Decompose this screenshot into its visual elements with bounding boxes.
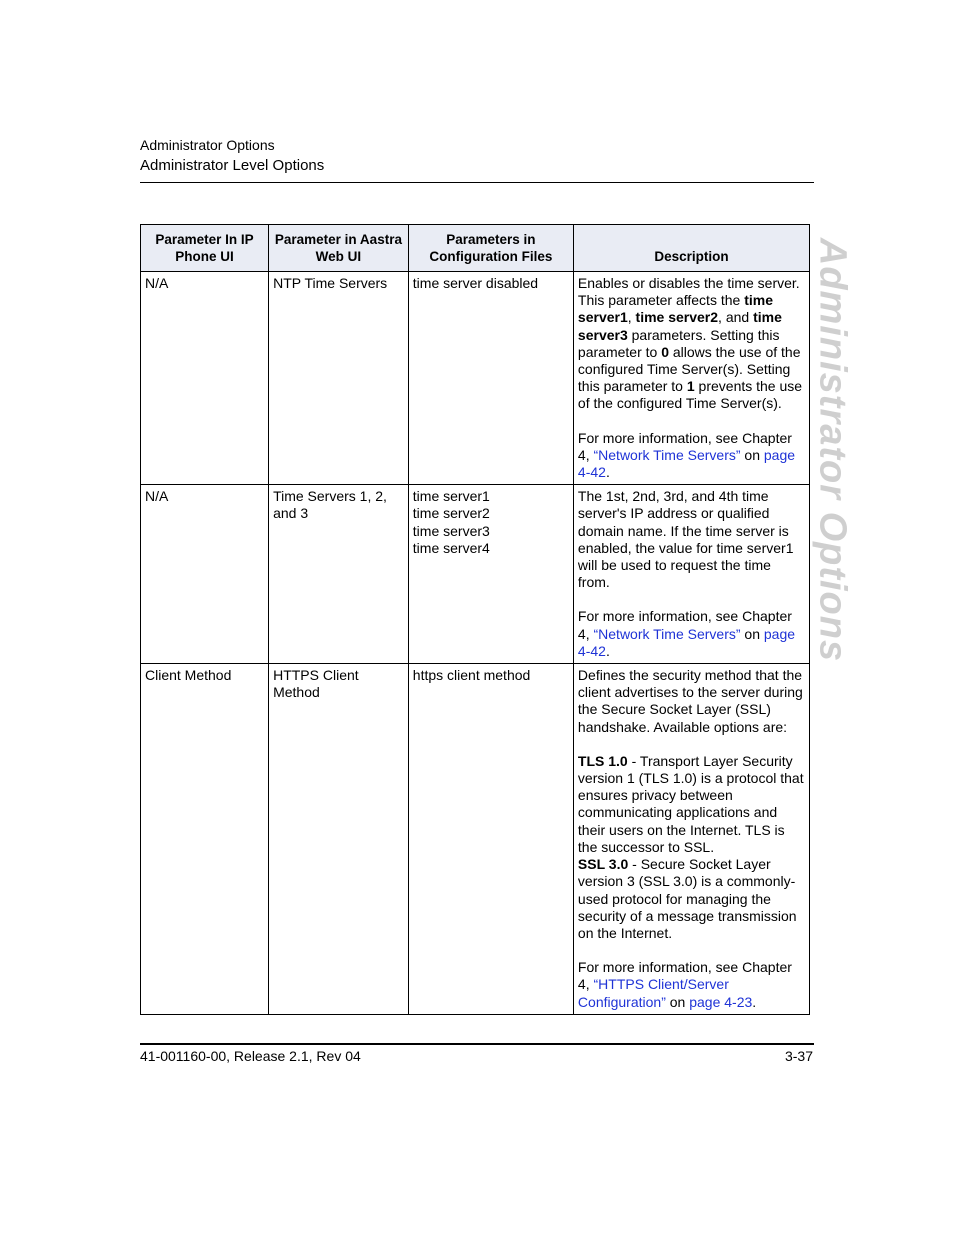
parameters-table (140, 224, 810, 1015)
cell-web-ui: Time Servers 1, 2, and 3 (269, 485, 409, 664)
network-time-servers-link[interactable]: “Network Time Servers” (593, 446, 741, 463)
cell-description (573, 272, 809, 485)
footer-divider (140, 1043, 814, 1045)
header-divider (140, 182, 814, 183)
running-header-section: Administrator Options (140, 137, 275, 153)
config-param: time server disabled (412, 275, 539, 291)
cell-ip-phone-ui: Client Method (141, 664, 269, 1015)
header-config-files: Parameters in Configuration Files (408, 225, 573, 272)
more-info-paragraph: For more information, see Chapter 4, “Network Time Servers” on page 4-42. (577, 608, 796, 659)
config-param: time server4 (412, 539, 490, 556)
page-ref-link[interactable]: page 4-23 (689, 993, 753, 1010)
cell-config-files (408, 272, 573, 485)
network-time-servers-link[interactable]: “Network Time Servers” (593, 625, 741, 642)
header-ip-phone-ui: Parameter In IP Phone UI (141, 225, 269, 272)
cell-description (573, 664, 809, 1015)
chapter-side-tab-label: Administrator Options (811, 237, 854, 663)
table-row (141, 664, 810, 1015)
running-header-title: Administrator Level Options (140, 157, 325, 174)
cell-ip-phone-ui: N/A (141, 485, 269, 664)
config-param: time server2 (412, 505, 490, 522)
https-client-server-link[interactable]: “HTTPS Client/Server Configuration” (577, 976, 729, 1010)
page-ref-link[interactable]: page 4-42 (577, 446, 796, 481)
page-ref-link[interactable]: page 4-42 (577, 625, 796, 659)
table-row (141, 485, 810, 664)
more-info-paragraph: For more information, see Chapter 4, “HTTPS Client/Server Configuration” on page 4-23. (577, 959, 792, 1010)
tls-option-paragraph: TLS 1.0 - Transport Layer Security version 1 (TLS 1.0) is a protocol that ensures privacy between communicating applications and their users on the Internet. TLS is the successor to SSL. (577, 752, 804, 855)
chapter-side-tab (811, 237, 854, 663)
cell-web-ui: NTP Time Servers (269, 272, 409, 485)
cell-description (573, 485, 809, 664)
description-paragraph: Defines the security method that the client advertises to the server during the Secure Socket Layer (SSL) handshake. Available options are: (577, 667, 803, 735)
config-param: https client method (412, 667, 531, 684)
table-header-row (141, 225, 810, 272)
footer-page-number: 3-37 (784, 1048, 813, 1064)
description-paragraph: Enables or disables the time server. This parameter affects the time server1, time server2, and time server3 parameters. Setting this parameter to 0 allows the use of the configured Time Server(s). Setting this parameter to 1 prevents the use of the configured Time Server(s). (577, 275, 803, 412)
ssl-option-paragraph: SSL 3.0 - Secure Socket Layer version 3 (SSL 3.0) is a commonly-used protocol for managing the security of a message transmission on the Internet. (577, 856, 797, 941)
header-description: Description (573, 225, 809, 272)
description-paragraph: The 1st, 2nd, 3rd, and 4th time server's IP address or qualified domain name. If the time server is enabled, the value for time server1 will be used to request the time from. (577, 488, 794, 591)
more-info-paragraph: For more information, see Chapter 4, “Network Time Servers” on page 4-42. (577, 429, 796, 481)
cell-web-ui: HTTPS Client Method (269, 664, 409, 1015)
header-aastra-web-ui: Parameter in Aastra Web UI (269, 225, 409, 272)
config-param: time server1 (412, 488, 490, 505)
config-param: time server3 (412, 522, 490, 539)
cell-ip-phone-ui: N/A (141, 272, 269, 485)
table-row (141, 272, 810, 485)
cell-config-files (408, 485, 573, 664)
footer-doc-id: 41-001160-00, Release 2.1, Rev 04 (140, 1048, 361, 1064)
cell-config-files (408, 664, 573, 1015)
